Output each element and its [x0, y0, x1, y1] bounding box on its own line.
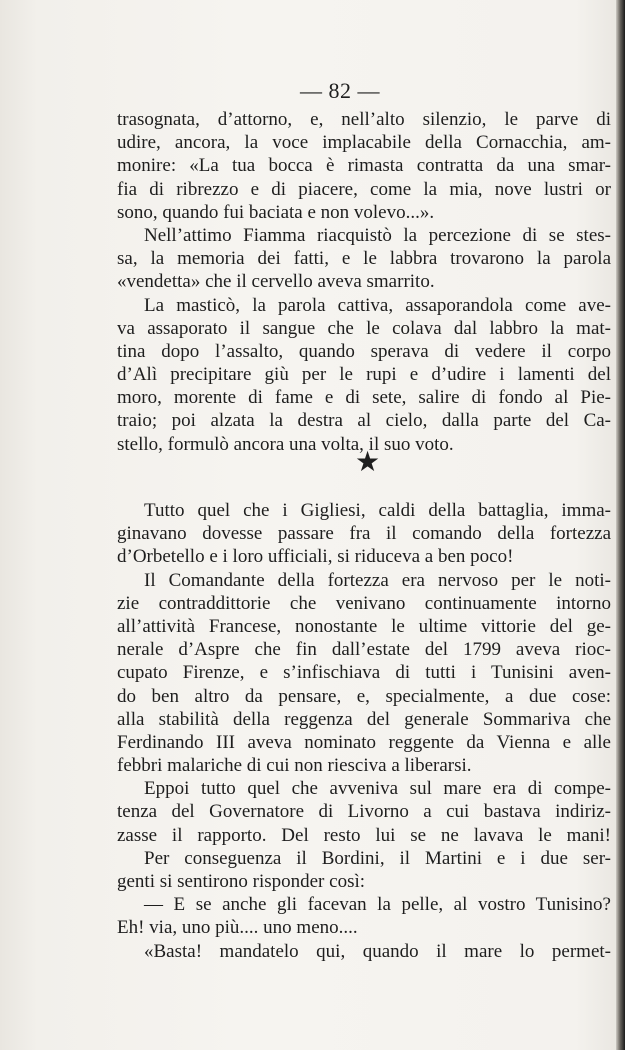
text-line: Il Comandante della fortezza era nervoso per le noti- — [144, 569, 611, 591]
text-line: all’attività Francese, nonostante le ultime vittorie del ge- — [117, 615, 611, 637]
text-line: stello, formulò ancora una volta, il suo voto. — [117, 433, 454, 455]
text-line: zie contraddittorie che venivano continuamente intorno — [117, 592, 611, 614]
text-line: Ferdinando III aveva nominato reggente da Vienna e alle — [117, 731, 611, 753]
text-line: moro, morente di fame e di sete, salire di fondo al Pie- — [117, 387, 611, 409]
text-line: genti si sentirono risponder così: — [117, 871, 366, 892]
text-line: d’Orbetello e i loro ufficiali, si riduceva a ben poco! — [117, 546, 514, 568]
text-line: sono, quando fui baciata e non volevo...». — [117, 201, 435, 223]
text-line: zasse il rapporto. Del resto lui se ne lavava le mani! — [117, 824, 611, 846]
text-line: trasognata, d’attorno, e, nell’alto silenzio, le parve di — [117, 109, 611, 130]
page-number: — 82 — — [300, 78, 380, 103]
text-line: d’Alì precipitare giù per le rupi e d’udire i lamenti del — [117, 364, 611, 386]
text-line: tina dopo l’assalto, quando sperava di vedere il corpo — [117, 340, 611, 362]
text-line: va assaporato il sangue che le colava dal labbro la mat- — [117, 317, 611, 339]
text-line: sa, la memoria dei fatti, e le labbra trovarono la parola — [117, 248, 611, 270]
text-line: Nell’attimo Fiamma riacquistò la percezione di se stes- — [144, 224, 611, 246]
text-line: Per conseguenza il Bordini, il Martini e i due ser- — [144, 847, 611, 869]
text-block-1 — [117, 108, 611, 456]
text-line: traio; poi alzata la destra al cielo, dalla parte del Ca- — [117, 410, 611, 432]
text-line: Tutto quel che i Gigliesi, caldi della battaglia, imma- — [144, 500, 611, 521]
text-line: alla stabilità della reggenza del generale Sommariva che — [117, 708, 611, 730]
text-line: Eppoi tutto quel che avveniva sul mare era di compe- — [144, 778, 611, 800]
text-line: febbri malariche di cui non riesciva a liberarsi. — [117, 755, 472, 777]
text-line: ginavano dovesse passare fra il comando della fortezza — [117, 523, 611, 545]
text-line: — E se anche gli facevan la pelle, al vostro Tunisino? — [144, 894, 611, 916]
page-edge-shadow — [616, 0, 625, 1050]
text-line: tenza del Governatore di Livorno a cui bastava indiriz- — [117, 801, 611, 823]
text-line: «vendetta» che il cervello aveva smarrito. — [117, 271, 435, 293]
text-line: do ben altro da pensare, e, specialmente, a due cose: — [117, 685, 611, 707]
text-line: «Basta! mandatelo qui, quando il mare lo permet- — [144, 940, 611, 962]
text-line: cupato Firenze, e s’infischiava di tutti i Tunisini aven- — [117, 662, 611, 684]
text-line: La masticò, la parola cattiva, assaporandola come ave- — [144, 294, 611, 316]
text-line: nerale d’Aspre che fin dall’estate del 1799 aveva rioc- — [117, 639, 611, 661]
text-line: udire, ancora, la voce implacabile della Cornacchia, am- — [117, 132, 611, 154]
text-line: monire: «La tua bocca è rimasta contratta da una smar- — [117, 155, 611, 177]
text-block-2 — [117, 499, 611, 963]
text-line: fia di ribrezzo e di piacere, come la mia, nove lustri or — [117, 178, 611, 200]
section-separator-star: ★ — [354, 447, 381, 478]
text-line: Eh! via, uno più.... uno meno.... — [117, 917, 358, 939]
